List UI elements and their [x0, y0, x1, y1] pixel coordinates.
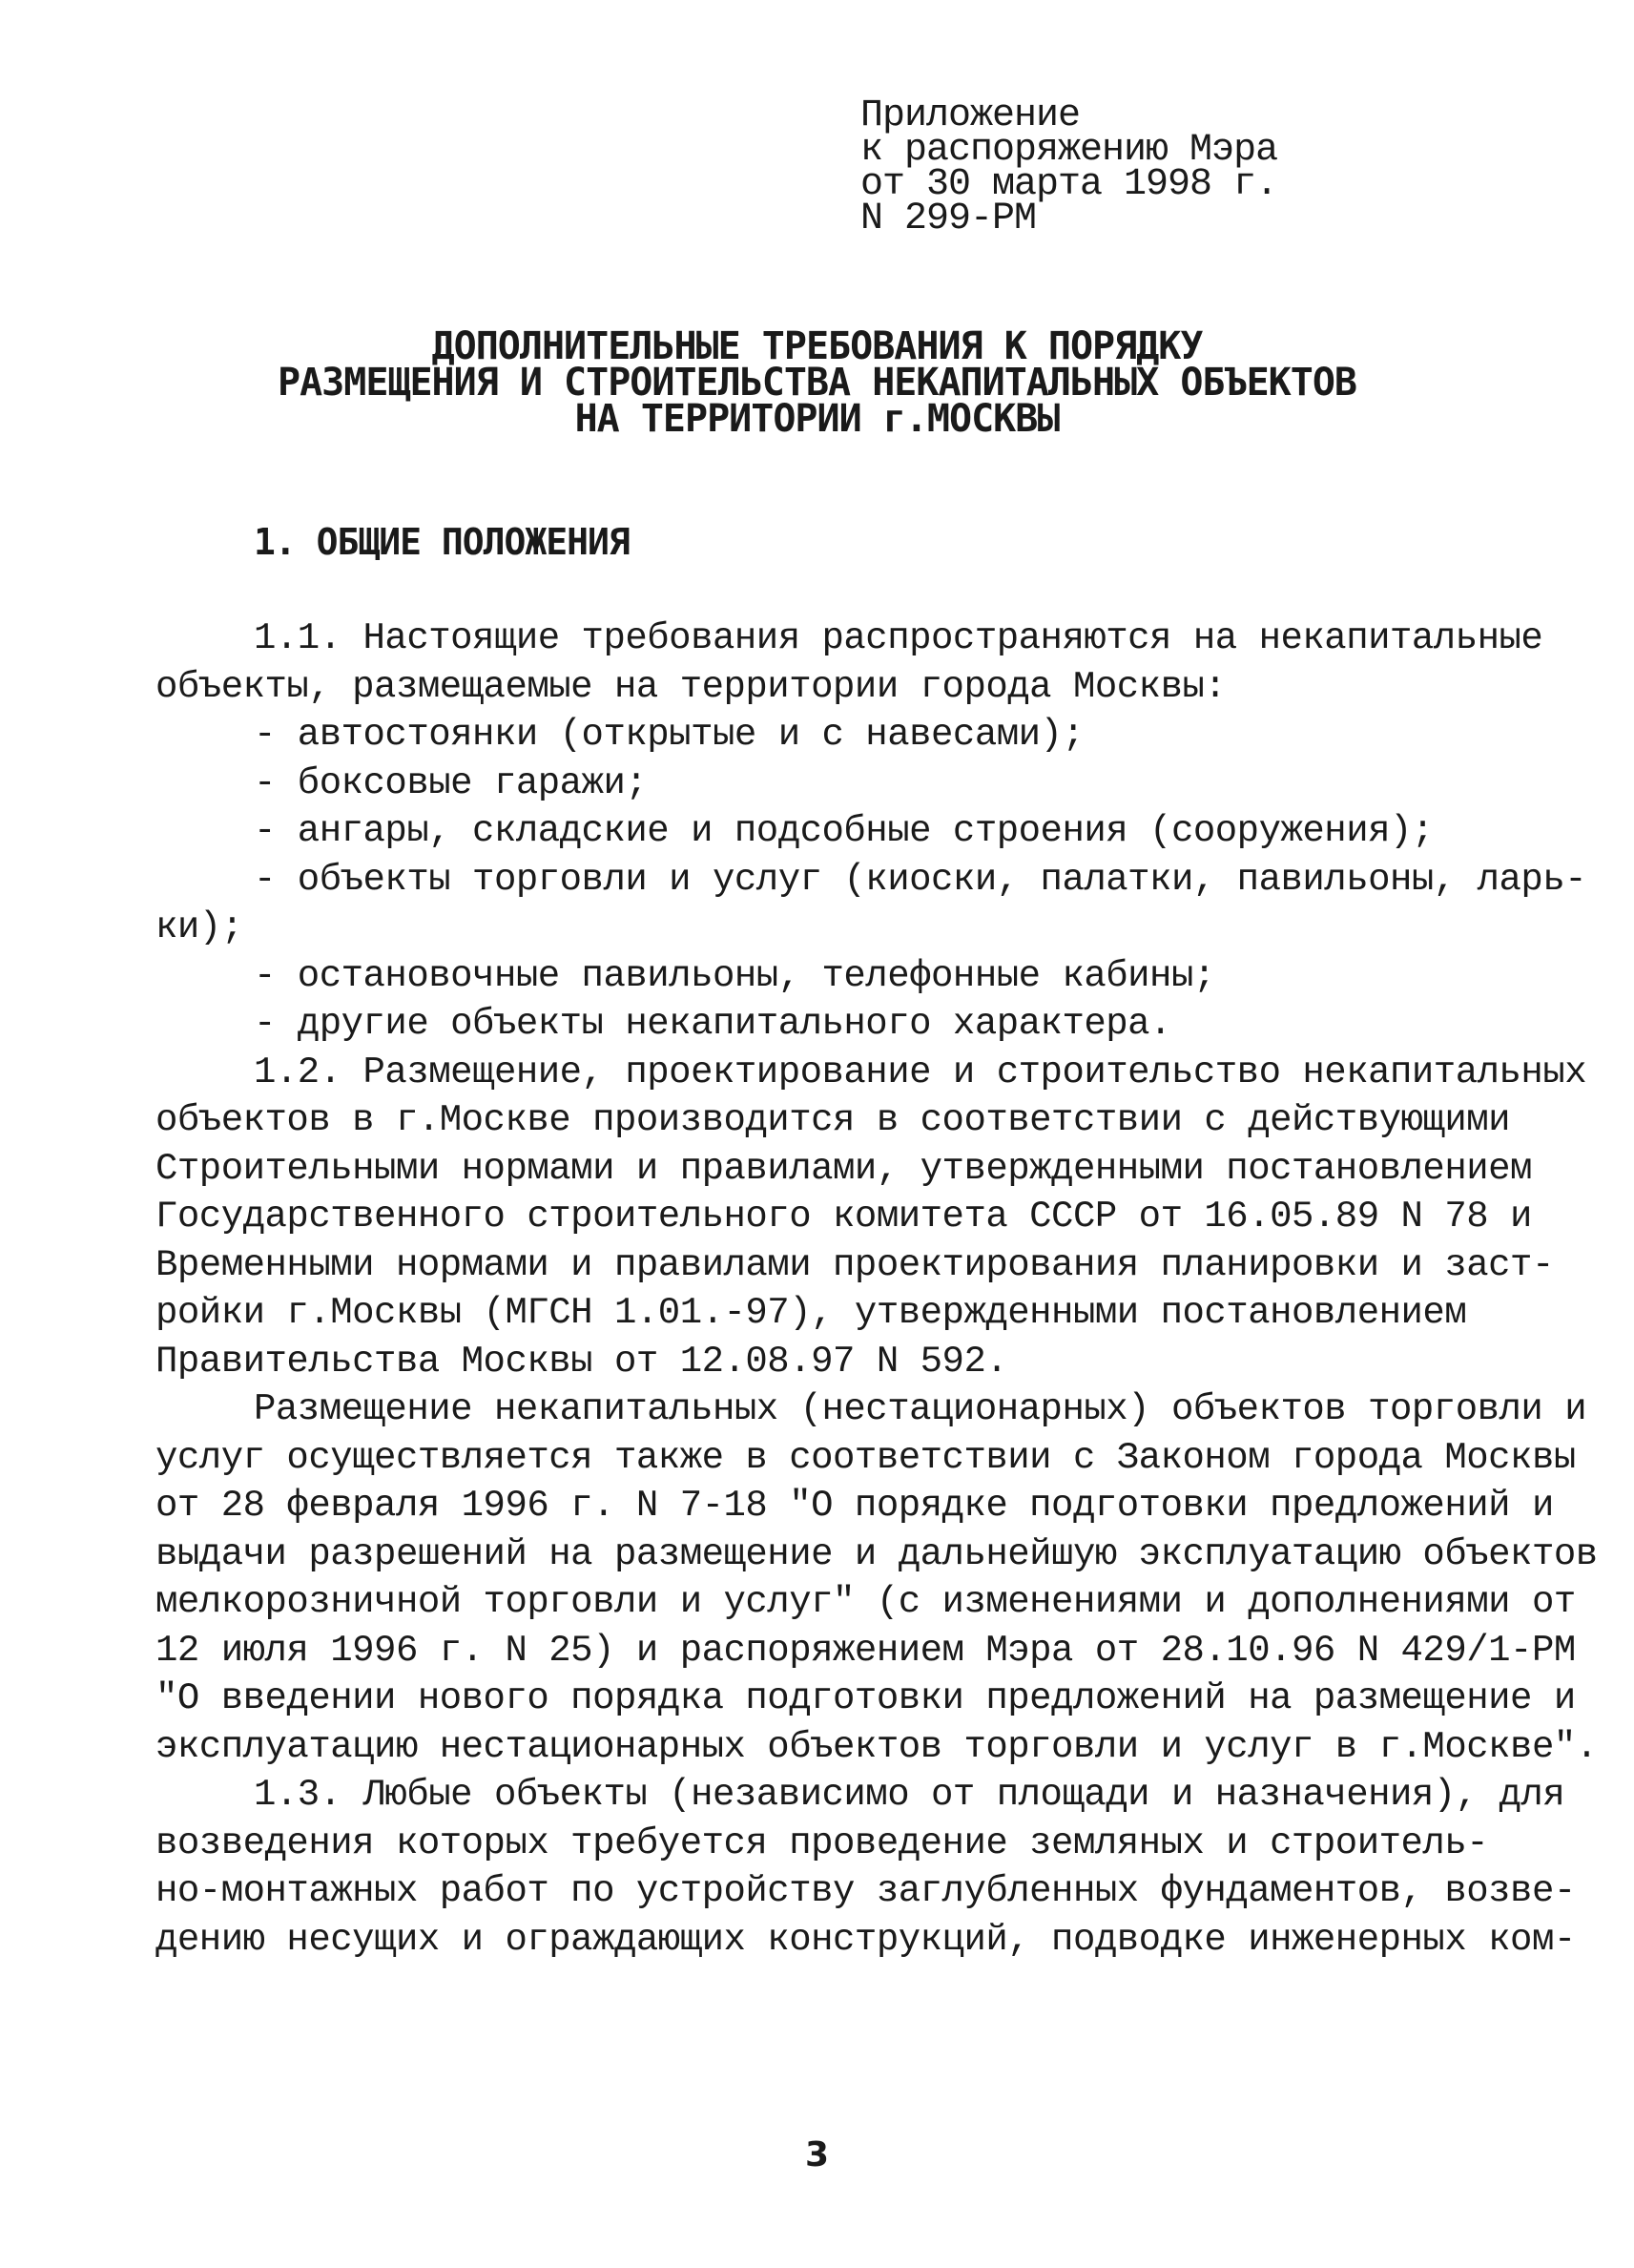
paragraph-1-1-line: объекты, размещаемые на территории города Москвы:: [155, 665, 1227, 708]
appendix-line: к распоряжению Мэра: [860, 129, 1278, 172]
paragraph-placement-line: выдачи разрешений на размещение и дальнейшую эксплуатацию объектов: [155, 1532, 1598, 1575]
document-title: [0, 324, 1634, 441]
body-text: [155, 614, 1598, 1964]
list-item: - объекты торговли и услуг (киоски, палатки, павильоны, ларь-: [254, 858, 1587, 901]
appendix-line: от 30 марта 1998 г.: [860, 163, 1278, 206]
paragraph-1-3-line: дению несущих и ограждающих конструкций, подводке инженерных ком-: [155, 1918, 1576, 1961]
title-line: НА ТЕРРИТОРИИ г.МОСКВЫ: [574, 397, 1060, 441]
paragraph-placement-line: "О введении нового порядка подготовки предложений на размещение и: [155, 1677, 1576, 1719]
paragraph-placement-line: от 28 февраля 1996 г. N 7-18 "О порядке подготовки предложений и: [155, 1485, 1554, 1527]
title-line: ДОПОЛНИТЕЛЬНЫЕ ТРЕБОВАНИЯ К ПОРЯДКУ: [431, 324, 1203, 368]
paragraph-1-2-line: ройки г.Москвы (МГСН 1.01.-97), утвержденными постановлением: [155, 1292, 1467, 1334]
paragraph-1-3-line: но-монтажных работ по устройству заглубленных фундаментов, возве-: [155, 1870, 1576, 1912]
paragraph-1-2-line: Строительными нормами и правилами, утвержденными постановлением: [155, 1147, 1532, 1190]
list-item: - остановочные павильоны, телефонные кабины;: [254, 954, 1215, 997]
paragraph-1-2-line: Государственного строительного комитета СССР от 16.05.89 N 78 и: [155, 1196, 1532, 1238]
appendix-line: Приложение: [860, 94, 1081, 137]
paragraph-1-1-line: 1.1. Настоящие требования распространяются на некапитальные: [254, 617, 1543, 659]
list-item-continuation: ки);: [155, 906, 243, 948]
section-heading: 1. ОБЩИЕ ПОЛОЖЕНИЯ: [254, 521, 630, 563]
appendix-header: [860, 94, 1278, 240]
paragraph-placement-line: 12 июля 1996 г. N 25) и распоряжением Мэра от 28.10.96 N 429/1-РМ: [155, 1629, 1576, 1672]
paragraph-1-2-line: объектов в г.Москве производится в соответствии с действующими: [155, 1099, 1511, 1141]
paragraph-placement-line: Размещение некапитальных (нестационарных) объектов торговли и: [254, 1388, 1587, 1430]
appendix-line: N 299-РМ: [860, 198, 1037, 240]
list-item: - автостоянки (открытые и с навесами);: [254, 714, 1085, 756]
page-number: 3: [804, 2135, 830, 2174]
list-item: - другие объекты некапитального характера.: [254, 1003, 1171, 1045]
paragraph-placement-line: мелкорозничной торговли и услуг" (с изменениями и дополнениями от: [155, 1581, 1576, 1623]
paragraph-1-3-line: возведения которых требуется проведение земляных и строитель-: [155, 1821, 1489, 1864]
paragraph-1-3-line: 1.3. Любые объекты (независимо от площади и назначения), для: [254, 1774, 1565, 1816]
paragraph-1-2-line: Правительства Москвы от 12.08.97 N 592.: [155, 1340, 1008, 1383]
list-item: - ангары, складские и подсобные строения (сооружения);: [254, 810, 1434, 852]
paragraph-1-2-line: 1.2. Размещение, проектирование и строительство некапитальных: [254, 1051, 1587, 1093]
list-item: - боксовые гаражи;: [254, 761, 648, 804]
paragraph-1-2-line: Временными нормами и правилами проектирования планировки и заст-: [155, 1243, 1554, 1286]
paragraph-placement-line: услуг осуществляется также в соответствии с Законом города Москвы: [155, 1436, 1576, 1479]
paragraph-placement-line: эксплуатацию нестационарных объектов торговли и услуг в г.Москве".: [155, 1725, 1598, 1768]
title-line: РАЗМЕЩЕНИЯ И СТРОИТЕЛЬСТВА НЕКАПИТАЛЬНЫХ ОБЪЕКТОВ: [277, 361, 1357, 405]
